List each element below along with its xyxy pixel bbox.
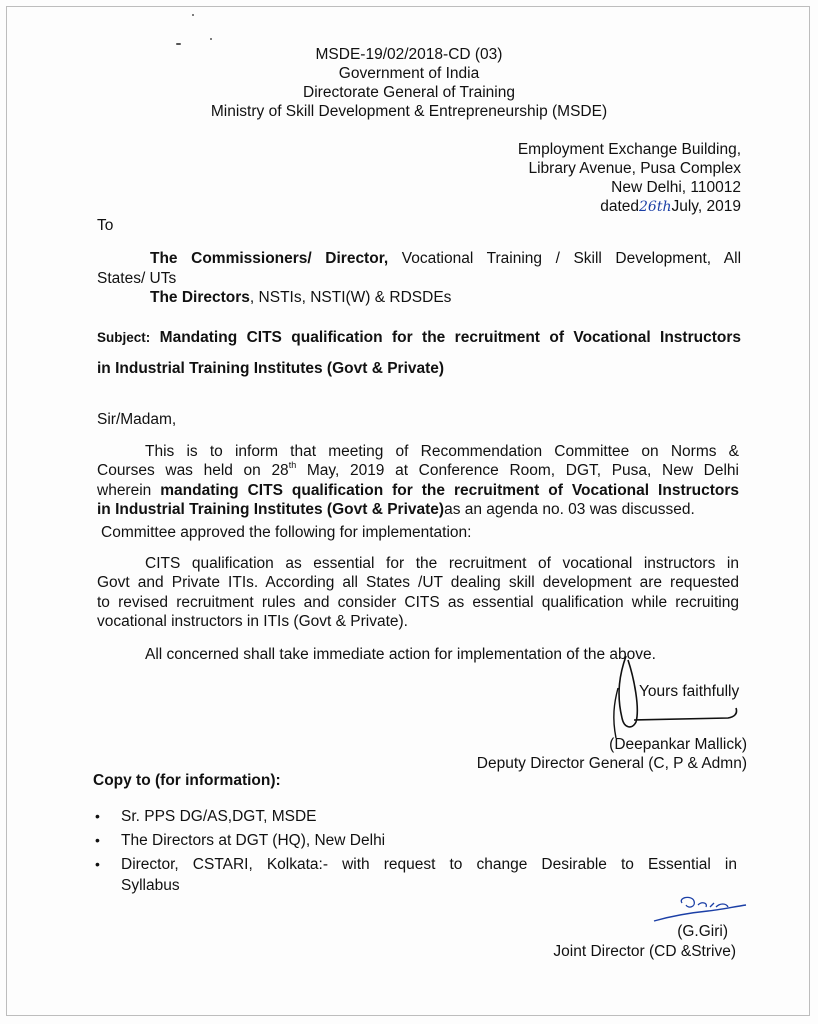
para2-line-2: Govt and Private ITIs. According all States /UT dealing skill development are requested (97, 574, 739, 591)
para1-line-4 (97, 501, 695, 519)
para1-line-2a: Courses was held on 28 (97, 462, 289, 479)
subject-text-2: in Industrial Training Institutes (Govt & Private) (97, 360, 445, 377)
para1-line-4-bold: in Industrial Training Institutes (Govt & Private) (97, 501, 445, 518)
subject-line-2 (97, 360, 444, 378)
bullet-icon: • (95, 856, 100, 872)
address-line-3: New Delhi, 110012 (611, 179, 741, 196)
recipient-2-bold: The Directors (150, 289, 250, 306)
closing: Yours faithfully (639, 683, 740, 700)
copy-to-heading (93, 772, 281, 790)
date-line (600, 198, 741, 216)
date-prefix: dated (600, 198, 640, 215)
recipient-2-rest: , NSTIs, NSTI(W) & RDSDEs (249, 289, 452, 306)
salutation: Sir/Madam, (97, 411, 177, 428)
para1-line-3a: wherein (97, 482, 161, 499)
header-government: Government of India (338, 65, 480, 82)
header-ministry: Ministry of Skill Development & Entrepreneurship (MSDE) (210, 103, 608, 120)
copy-item-3-cont: Syllabus (121, 877, 180, 894)
para2-line-3: to revised recruitment rules and consider CITS as essential qualification while recruiting (97, 594, 739, 611)
to-label: To (97, 217, 114, 234)
para1-line-3 (97, 482, 739, 500)
para2-line-4: vocational instructors in ITIs (Govt & Private). (97, 613, 408, 630)
recipient-1-bold: The Commissioners/ Director, (150, 250, 389, 267)
speck (210, 38, 212, 40)
signatory-2-designation: Joint Director (CD &Strive) (553, 943, 736, 960)
recipient-1-cont: States/ UTs (97, 270, 177, 287)
copy-to-heading-text: Copy to (for information): (93, 772, 281, 789)
subject-text-1: Mandating CITS qualification for the recruitment of Vocational Instructors (159, 329, 741, 346)
recipient-2 (150, 289, 451, 307)
date-suffix: July, 2019 (671, 198, 741, 215)
bullet-icon: • (95, 808, 100, 824)
copy-item-3: Director, CSTARI, Kolkata:- with request to change Desirable to Essential in (121, 856, 737, 873)
para1-line-5: Committee approved the following for implementation: (101, 524, 472, 541)
address-line-1: Employment Exchange Building, (517, 141, 741, 158)
para2-line-1: CITS qualification as essential for the recruitment of vocational instructors in (145, 555, 739, 572)
reference-number: MSDE-19/02/2018-CD (03) (315, 46, 503, 63)
para1-line-2b: May, 2019 at Conference Room, DGT, Pusa, New Delhi (296, 462, 739, 479)
copy-item-2: The Directors at DGT (HQ), New Delhi (121, 832, 386, 849)
address-line-2: Library Avenue, Pusa Complex (528, 160, 741, 177)
para1-line-3-bold: mandating CITS qualification for the recruitment of Vocational Instructors (160, 482, 740, 499)
copy-item-1: Sr. PPS DG/AS,DGT, MSDE (121, 808, 317, 825)
subject-label: Subject: (97, 330, 151, 345)
para1-line-2 (97, 462, 739, 480)
superscript: th (288, 460, 297, 470)
speck (176, 43, 181, 45)
header-directorate: Directorate General of Training (303, 84, 515, 101)
signatory-1-name: (Deepankar Mallick) (609, 736, 747, 753)
para3: All concerned shall take immediate action for implementation of the above. (145, 646, 656, 663)
para1-line-4-rest: as an agenda no. 03 was discussed. (444, 501, 695, 518)
subject-line-1 (97, 329, 741, 347)
date-handwritten: 26th (639, 199, 672, 215)
recipient-1-rest: Vocational Training / Skill Development, All (401, 250, 742, 267)
bullet-icon: • (95, 832, 100, 848)
recipient-1 (150, 250, 741, 268)
para1-line-1: This is to inform that meeting of Recommendation Committee on Norms & (145, 443, 739, 460)
speck (192, 14, 194, 16)
signatory-2-name: (G.Giri) (677, 923, 728, 940)
signatory-1-designation: Deputy Director General (C, P & Admn) (476, 755, 747, 772)
